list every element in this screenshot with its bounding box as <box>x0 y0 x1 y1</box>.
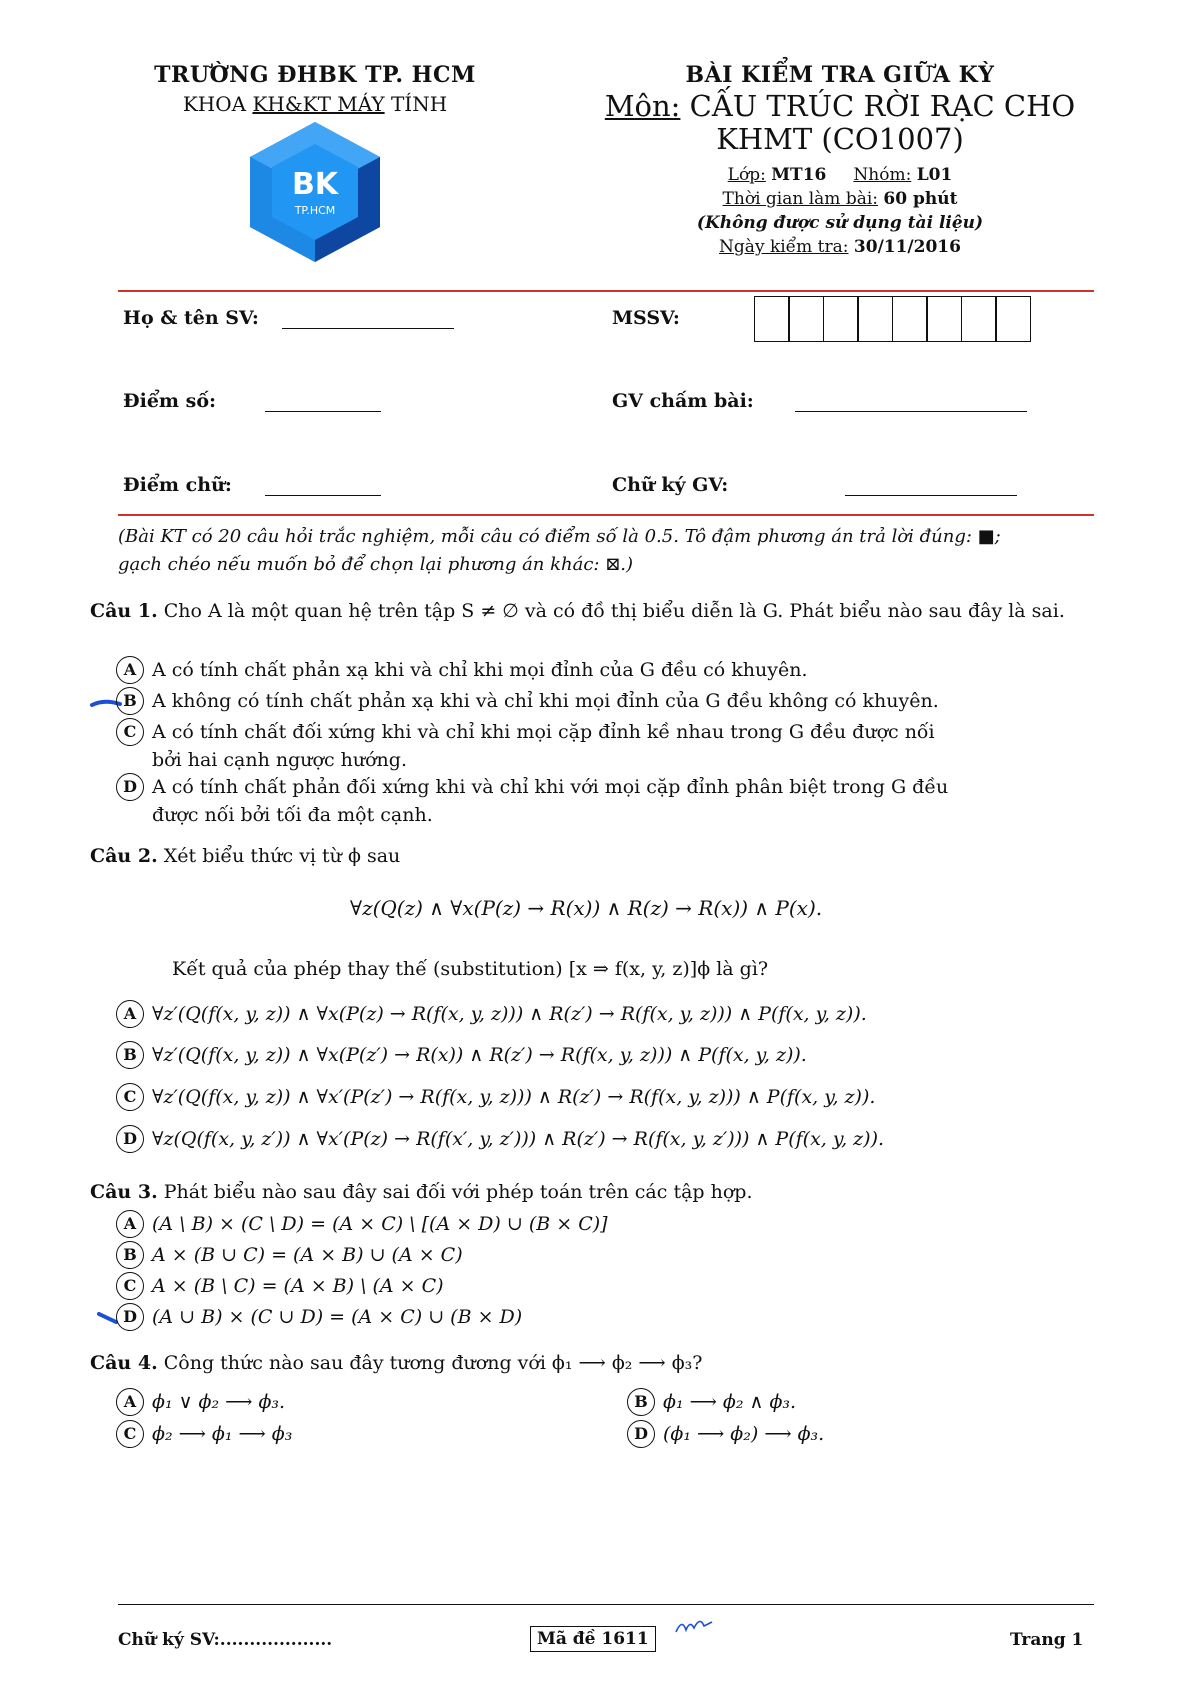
q2-option-a[interactable]: A ∀z′(Q(f(x, y, z)) ∧ ∀x(P(z) → R(f(x, y, z))) ∧ R(z′) → R(f(x, y, z))) ∧ P(f(x, y, z)). <box>116 1000 867 1028</box>
score-number-input[interactable] <box>265 411 381 412</box>
q2-subtext: Kết quả của phép thay thế (substitution) [x ⇒ f(x, y, z)]ϕ là gì? <box>172 958 769 980</box>
grader-sign-label: Chữ ký GV: <box>612 474 729 496</box>
q4-option-c[interactable]: C ϕ₂ ⟶ ϕ₁ ⟶ ϕ₃ <box>116 1420 292 1448</box>
class-group-line: Lớp: MT16 Nhóm: L01 <box>727 164 953 185</box>
q2-option-d[interactable]: D ∀z(Q(f(x, y, z′)) ∧ ∀x′(P(z) → R(f(x′, y, z′))) ∧ R(z′) → R(f(x, y, z′))) ∧ P(f(x, y, z)). <box>116 1125 884 1153</box>
exam-header <box>560 62 1120 257</box>
q3-option-c[interactable]: C A × (B \ C) = (A × B) \ (A × C) <box>116 1272 444 1300</box>
score-number-label: Điểm số: <box>123 390 217 412</box>
q4-option-a[interactable]: A ϕ₁ ∨ ϕ₂ ⟶ ϕ₃. <box>116 1388 285 1416</box>
no-material-note: (Không được sử dụng tài liệu) <box>696 212 984 233</box>
q3-option-a[interactable]: A (A \ B) × (C \ D) = (A × C) \ [(A × D) ∪ (B × C)] <box>116 1210 608 1238</box>
logo-subtext: TP.HCM <box>294 204 336 217</box>
score-word-label: Điểm chữ: <box>123 474 232 496</box>
score-word-input[interactable] <box>265 495 381 496</box>
instructions: (Bài KT có 20 câu hỏi trắc nghiệm, mỗi câu có điểm số là 0.5. Tô đậm phương án trả lời đúng: ■; gạch chéo nếu muốn bỏ để chọn lại phương án khác: ⊠.) <box>118 526 1001 575</box>
q1-option-d[interactable]: D A có tính chất phản đối xứng khi và chỉ khi với mọi cặp đỉnh phân biệt trong G đều được nối bởi tối đa một cạnh. <box>116 773 948 829</box>
subject-line: Môn: CẤU TRÚC RỜI RẠC CHO KHMT (CO1007) <box>604 89 1076 157</box>
mssv-label: MSSV: <box>612 307 680 329</box>
question-4: Câu 4. Công thức nào sau đây tương đương với ϕ₁ ⟶ ϕ₂ ⟶ ϕ₃? <box>90 1352 703 1374</box>
time-line: Thời gian làm bài: 60 phút <box>722 188 958 209</box>
school-name: TRƯỜNG ĐHBK TP. HCM <box>154 62 476 88</box>
grader-sign-input[interactable] <box>845 495 1017 496</box>
footer-divider <box>118 1604 1094 1605</box>
student-signature: Chữ ký SV:................... <box>118 1630 333 1650</box>
date-line: Ngày kiểm tra: 30/11/2016 <box>719 236 961 257</box>
logo-text: BK <box>291 167 339 202</box>
q1-option-a[interactable]: A A có tính chất phản xạ khi và chỉ khi mọi đỉnh của G đều có khuyên. <box>116 656 808 684</box>
q2-option-b[interactable]: B ∀z′(Q(f(x, y, z)) ∧ ∀x(P(z′) → R(x)) ∧ R(z′) → R(f(x, y, z))) ∧ P(f(x, y, z)). <box>116 1041 807 1069</box>
q2-formula: ∀z(Q(z) ∧ ∀x(P(z) → R(x)) ∧ R(z) → R(x)) ∧ P(x). <box>350 896 823 920</box>
school-header <box>115 62 515 116</box>
q1-option-b[interactable]: B A không có tính chất phản xạ khi và chỉ khi mọi đỉnh của G đều không có khuyên. <box>116 687 939 715</box>
bk-logo <box>240 122 390 262</box>
q3-option-d[interactable]: D (A ∪ B) × (C ∪ D) = (A × C) ∪ (B × D) <box>116 1303 522 1331</box>
exam-title: BÀI KIỂM TRA GIỮA KỲ <box>685 62 995 88</box>
faculty-name: KHOA KH&KT MÁY TÍNH <box>182 92 448 116</box>
q1-option-c[interactable]: C A có tính chất đối xứng khi và chỉ khi mọi cặp đỉnh kề nhau trong G đều được nối bởi hai cạnh ngược hướng. <box>116 718 935 774</box>
student-name-label: Họ & tên SV: <box>123 307 259 329</box>
handwritten-signature <box>672 1612 718 1640</box>
q4-option-b[interactable]: B ϕ₁ ⟶ ϕ₂ ∧ ϕ₃. <box>627 1388 796 1416</box>
q2-option-c[interactable]: C ∀z′(Q(f(x, y, z)) ∧ ∀x′(P(z′) → R(f(x, y, z))) ∧ R(z′) → R(f(x, y, z))) ∧ P(f(x, y, z)). <box>116 1083 875 1111</box>
mid-divider <box>118 514 1094 516</box>
q3-option-b[interactable]: B A × (B ∪ C) = (A × B) ∪ (A × C) <box>116 1241 463 1269</box>
question-1: Câu 1. Cho A là một quan hệ trên tập S ≠ ∅ và có đồ thị biểu diễn là G. Phát biểu nào sau đây là sai. <box>90 600 1065 622</box>
student-name-input[interactable] <box>282 328 454 329</box>
top-divider <box>118 290 1094 292</box>
question-2: Câu 2. Xét biểu thức vị từ ϕ sau <box>90 845 401 867</box>
q4-option-d[interactable]: D (ϕ₁ ⟶ ϕ₂) ⟶ ϕ₃. <box>627 1420 824 1448</box>
question-3: Câu 3. Phát biểu nào sau đây sai đối với phép toán trên các tập hợp. <box>90 1181 753 1203</box>
grader-label: GV chấm bài: <box>612 390 754 412</box>
grader-input[interactable] <box>795 411 1027 412</box>
page-number: Trang 1 <box>1010 1630 1084 1650</box>
mssv-boxes[interactable] <box>755 296 1031 342</box>
exam-code: Mã đề 1611 <box>530 1626 656 1652</box>
